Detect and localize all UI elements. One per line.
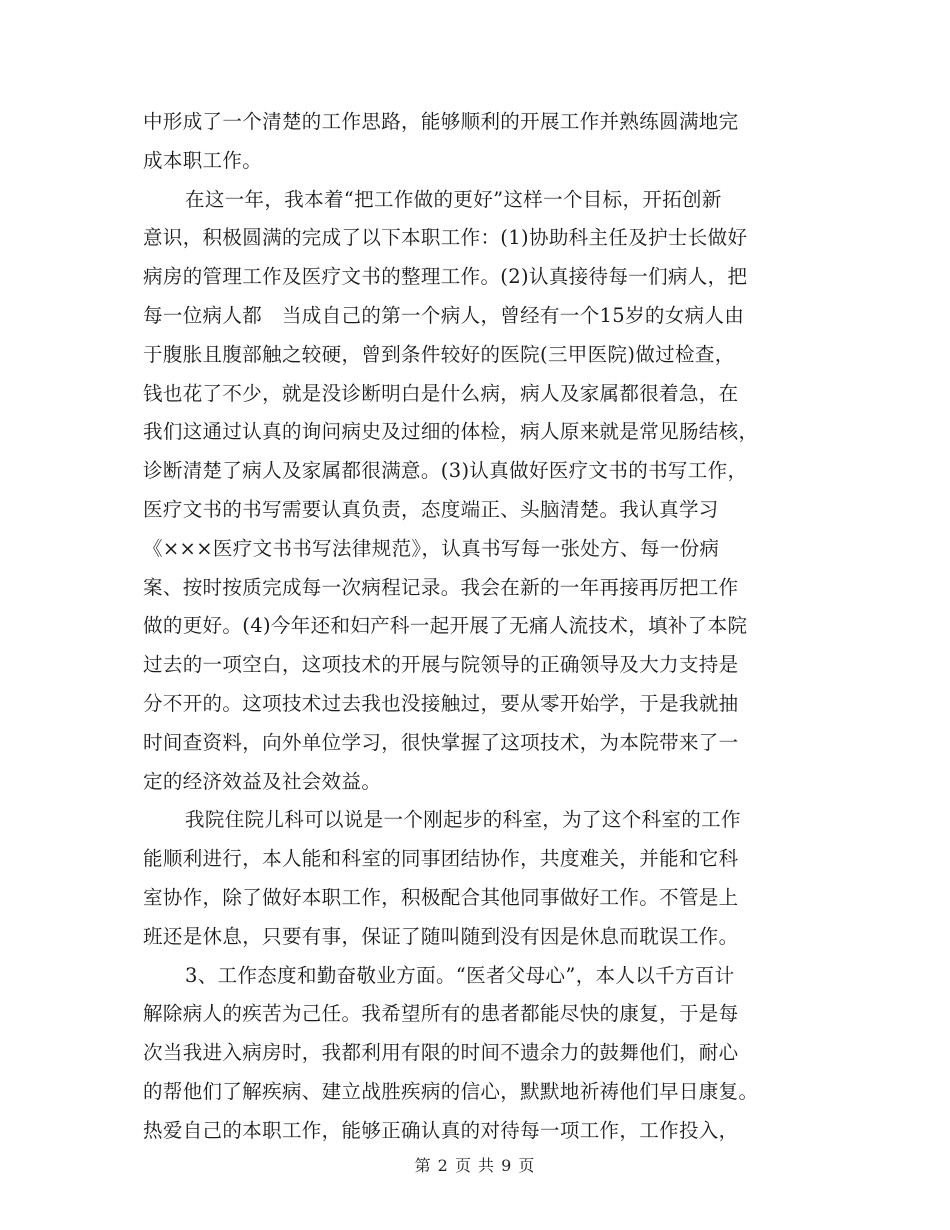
text-line: 能顺利进行，本人能和科室的同事团结协作，共度难关，并能和它科 <box>143 847 739 871</box>
text-line: 定的经济效益及社会效益。 <box>143 769 382 793</box>
text-line: 案、按时按质完成每一次病程记录。我会在新的一年再接再厉把工作 <box>143 575 739 599</box>
text-line: 意识，积极圆满的完成了以下本职工作：(1)协助科主任及护士长做好 <box>143 226 748 250</box>
text-line: 过去的一项空白，这项技术的开展与院领导的正确领导及大力支持是 <box>143 653 739 677</box>
document-body <box>143 103 803 1151</box>
text-line: 分不开的。这项技术过去我也没接触过，要从零开始学，于是我就抽 <box>143 691 739 715</box>
text-line: 热爱自己的本职工作，能够正确认真的对待每一项工作，工作投入， <box>143 1118 739 1142</box>
text-line: 次当我进入病房时，我都利用有限的时间不遗余力的鼓舞他们，耐心 <box>143 1041 739 1065</box>
text-line: 成本职工作。 <box>143 148 263 172</box>
text-line: 每一位病人都 当成自己的第一个病人，曾经有一个15岁的女病人由 <box>143 303 745 327</box>
text-line: 病房的管理工作及医疗文书的整理工作。(2)认真接待每一们病人，把 <box>143 265 748 289</box>
text-line: 的帮他们了解疾病、建立战胜疾病的信心，默默地祈祷他们早日康复。 <box>143 1079 759 1103</box>
text-line: 我们这通过认真的询问病史及过细的体检，病人原来就是常见肠结核， <box>143 420 759 444</box>
text-line: 中形成了一个清楚的工作思路，能够顺利的开展工作并熟练圆满地完 <box>143 110 739 133</box>
text-line: 于腹胀且腹部触之较硬，曾到条件较好的医院(三甲医院)做过检查， <box>143 342 735 366</box>
text-line: 3、工作态度和勤奋敬业方面。“医者父母心”，本人以千方百计 <box>185 963 735 987</box>
text-line: 《×××医疗文书书写法律规范》，认真书写每一张处方、每一份病 <box>143 536 720 560</box>
text-line: 室协作，除了做好本职工作，积极配合其他同事做好工作。不管是上 <box>143 885 739 909</box>
text-line: 在这一年，我本着“把工作做的更好”这样一个目标，开拓创新 <box>185 187 722 211</box>
text-line: 诊断清楚了病人及家属都很满意。(3)认真做好医疗文书的书写工作， <box>143 459 748 483</box>
text-line: 医疗文书的书写需要认真负责，态度端正、头脑清楚。我认真学习 <box>143 497 719 521</box>
text-line: 解除病人的疾苦为己任。我希望所有的患者都能尽快的康复，于是每 <box>143 1002 739 1026</box>
text-line: 做的更好。(4)今年还和妇产科一起开展了无痛人流技术，填补了本院 <box>143 614 748 638</box>
text-line: 钱也花了不少，就是没诊断明白是什么病，病人及家属都很着急，在 <box>143 381 739 405</box>
text-line: 班还是休息，只要有事，保证了随叫随到没有因是休息而耽误工作。 <box>143 924 739 948</box>
text-line: 我院住院儿科可以说是一个刚起步的科室，为了这个科室的工作 <box>185 808 741 832</box>
page-footer: 第 2 页 共 9 页 <box>414 1156 536 1175</box>
text-line: 时间查资料，向外单位学习，很快掌握了这项技术，为本院带来了一 <box>143 730 739 754</box>
